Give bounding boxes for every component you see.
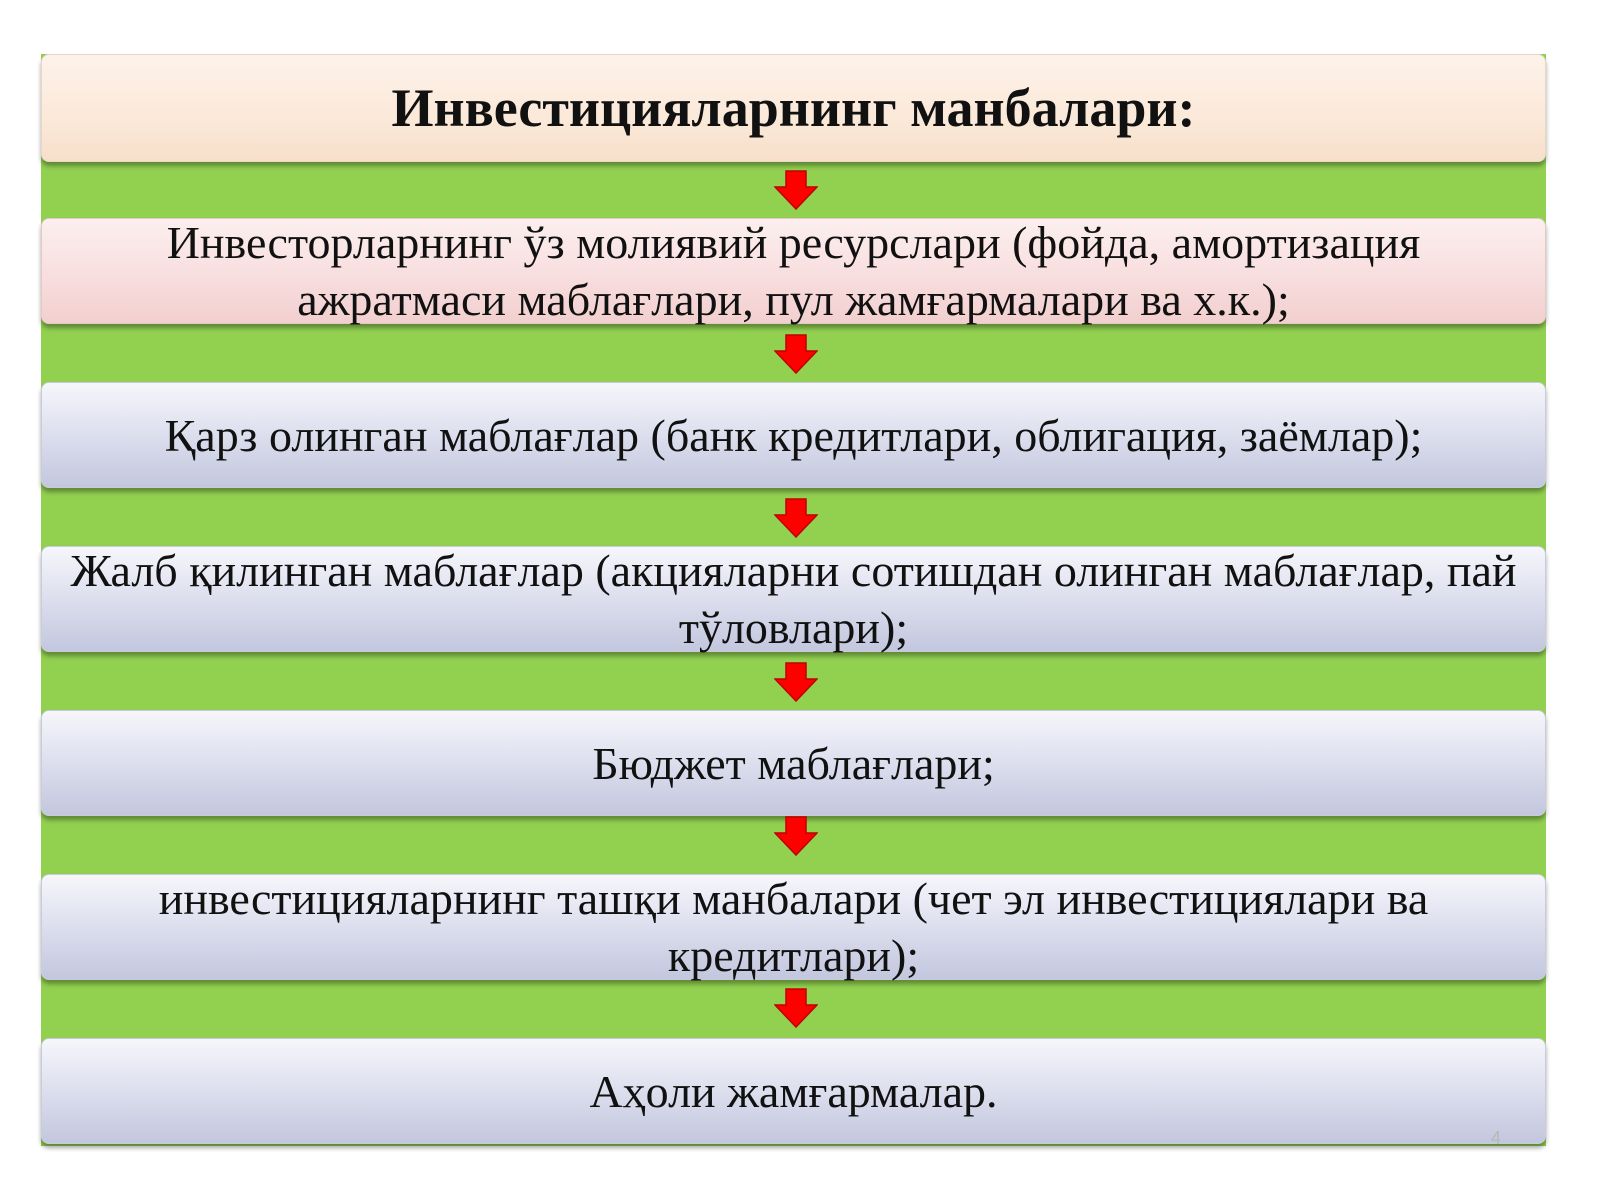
down-arrow-icon	[774, 988, 818, 1028]
source-box-budget-funds	[41, 710, 1546, 816]
source-box-external-sources	[41, 874, 1546, 980]
source-text-budget-funds: Бюджет маблағлари;	[592, 737, 995, 789]
source-box-own-resources	[41, 218, 1546, 324]
source-box-borrowed-funds	[41, 382, 1546, 488]
source-text-attracted-funds: Жалб қилинган маблағлар (акцияларни сотишдан олинган маблағлар, пай тўловлари);	[70, 545, 1517, 653]
diagram-title: Инвестицияларнинг манбалари:	[391, 78, 1196, 138]
source-text-household-savings: Аҳоли жамғармалар.	[589, 1065, 998, 1117]
down-arrow-icon	[774, 334, 818, 374]
down-arrow-icon	[774, 816, 818, 856]
page-number: 4	[1491, 1128, 1502, 1148]
source-text-external-sources: инвестицияларнинг ташқи манбалари (чет эл инвестициялари ва кредитлари);	[158, 873, 1429, 981]
down-arrow-icon	[774, 498, 818, 538]
source-box-attracted-funds	[41, 546, 1546, 652]
diagram-title-box	[41, 54, 1546, 162]
source-text-borrowed-funds: Қарз олинган маблағлар (банк кредитлари, облигация, заёмлар);	[164, 409, 1423, 461]
source-box-household-savings	[41, 1038, 1546, 1144]
source-text-own-resources: Инвесторларнинг ўз молиявий ресурслари (фойда, амортизация ажратмаси маблағлари, пул жамғармалари ва х.к.);	[166, 217, 1421, 325]
down-arrow-icon	[774, 662, 818, 702]
down-arrow-icon	[774, 170, 818, 210]
